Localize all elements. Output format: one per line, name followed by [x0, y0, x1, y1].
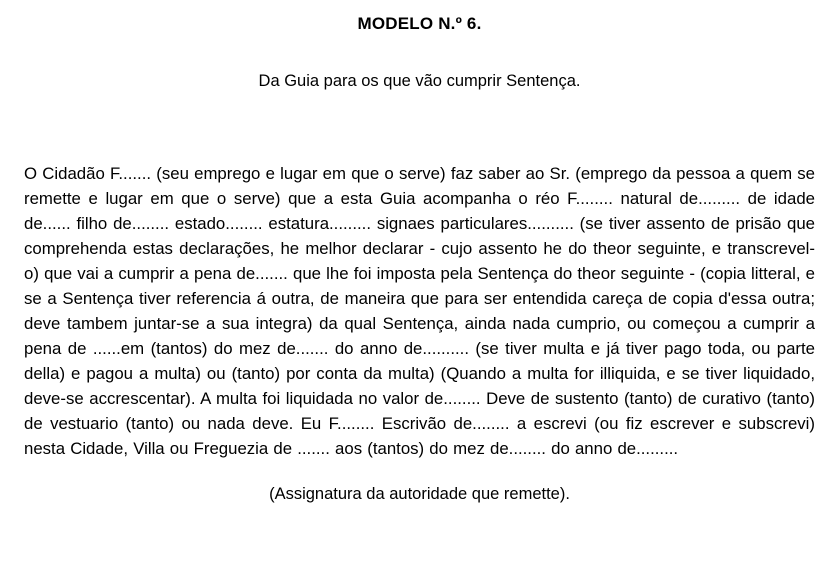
document-body-text: O Cidadão F....... (seu emprego e lugar em que o serve) faz saber ao Sr. (emprego da pessoa a quem se remette e lugar em que o serve) que a esta Guia acompanha o réo F........ natural de......... de idade de...... filho de........ estado........ estatura......... signaes particulares.......... (se tiver assento de prisão que comprehenda estas declarações, he melhor declarar - cujo assento he do theor seguinte, e transcrevel-o) que vai a cumprir a pena de....... que lhe foi imposta pela Sentença do theor seguinte - (copia litteral, e se a Sentença tiver referencia á outra, de maneira que para ser entendida careça de copia d'essa outra; deve tambem juntar-se a sua integra) da qual Sentença, ainda nada cumprio, ou começou a cumprir a pena de ......em (tantos) do mez de....... do anno de.......... (se tiver multa e já tiver pago toda, ou parte della) e pagou a multa) ou (tanto) por conta da multa) (Quando a multa for illiquida, e se tiver liquidado, deve-se accrescentar). A multa foi liquidada no valor de........ Deve de sustento (tanto) de curativo (tanto) de vestuario (tanto) ou nada deve. Eu F........ Escrivão de........ a escrevi (ou fiz escrever e subscrevi) nesta Cidade, Villa ou Freguezia de ....... aos (tantos) do mez de........ do anno de.........	[24, 164, 815, 458]
signature-caption: (Assignatura da autoridade que remette).	[269, 485, 570, 503]
document-title: MODELO N.º 6.	[357, 14, 482, 33]
document-subtitle: Da Guia para os que vão cumprir Sentença.	[258, 72, 581, 90]
